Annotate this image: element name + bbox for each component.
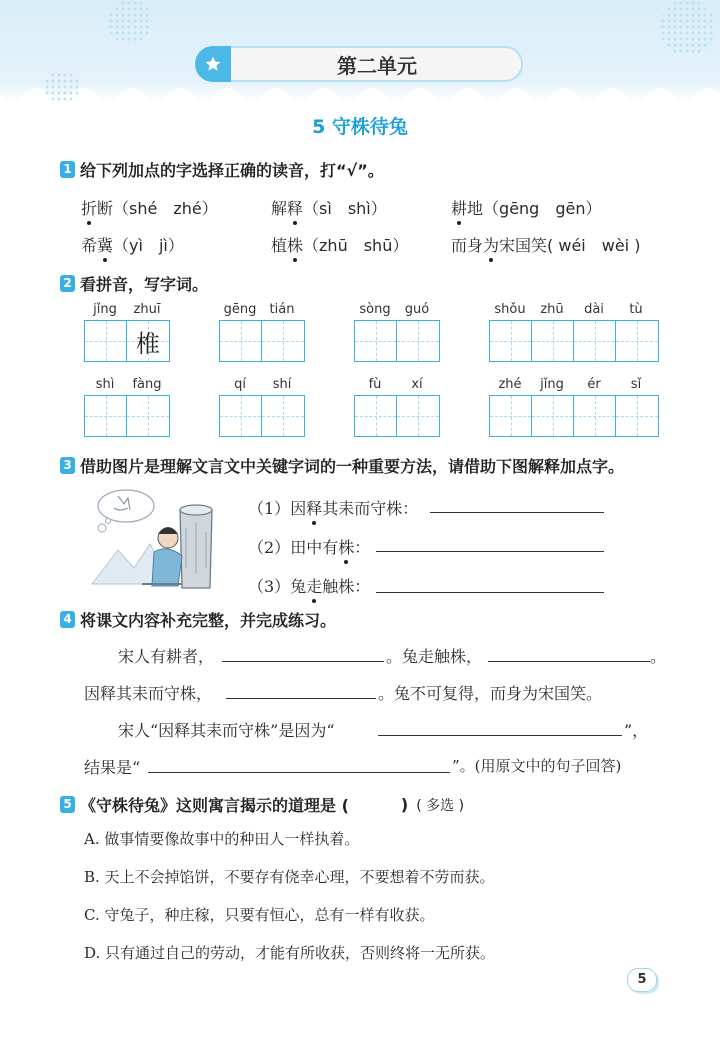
pinyin-label: zhū [540,302,564,317]
pinyin-label: ér [587,377,601,392]
q3-item: （2）田中有株： [248,535,370,558]
question-1-heading [60,158,384,181]
char-cell[interactable] [532,321,574,361]
char-cell[interactable] [355,396,397,436]
question-instruction: 《守株待兔》这则寓言揭示的道理是 ( [80,796,349,815]
pinyin-label: jǐng [93,302,117,317]
char-cell[interactable] [574,396,616,436]
writing-grid [219,320,305,362]
char-cell[interactable] [616,321,658,361]
char-cell[interactable] [397,321,439,361]
char-cell[interactable] [262,321,304,361]
q4-text: 。 [650,647,667,666]
q4-text: 。兔不可复得，而身为宋国笑。 [378,684,603,703]
answer-line[interactable] [430,512,604,513]
pinyin-label: tián [269,302,295,317]
q1-item: 解释（sì shì） [271,196,387,219]
char-cell[interactable] [220,396,262,436]
option-b[interactable]: B. 天上不会掉馅饼，不要存有侥幸心理，不要想着不劳而获。 [84,868,495,886]
char-cell[interactable] [220,321,262,361]
pinyin-label: zhé [498,377,522,392]
answer-line[interactable] [226,698,376,699]
question-number: 4 [60,611,75,628]
pinyin-label: xí [411,377,423,392]
q3-item: （1）因释其耒而守株： [248,496,418,519]
char-cell[interactable] [85,321,127,361]
page-number: 5 [627,968,657,992]
question-number: 3 [60,457,75,474]
pinyin-choice[interactable]: （shé zhé） [113,199,218,218]
char-cell[interactable] [616,396,658,436]
option-c[interactable]: C. 守兔子，种庄稼，只要有恒心，总有一样有收获。 [84,906,435,924]
char-cell[interactable] [490,321,532,361]
q3-item: （3）兔走触株： [248,574,370,597]
pinyin-label: shì [95,377,115,392]
q4-text: 宋人“因释其耒而守株”是因为“ [118,721,335,740]
pinyin-label: shǒu [494,302,526,317]
writing-grid [489,320,659,362]
answer-line[interactable] [148,772,450,773]
question-number: 5 [60,796,75,813]
answer-line[interactable] [488,661,650,662]
pinyin-label: fù [368,377,382,392]
q1-item: 折断（shé zhé） [81,196,218,219]
option-d[interactable]: D. 只有通过自己的劳动，才能有所收获，否则终将一无所获。 [84,944,496,962]
question-5-heading [60,793,464,816]
q1-item: 希冀（yì jì） [81,233,184,256]
q1-item: 而身为宋国笑( wéi wèi ) [451,233,640,256]
writing-grid [219,395,305,437]
pinyin-label: sǐ [630,377,642,392]
question-instruction: 给下列加点的字选择正确的读音，打“√”。 [80,161,384,180]
char-cell[interactable] [262,396,304,436]
pinyin-label: dài [584,302,604,317]
wave-decoration [0,86,720,110]
writing-grid [489,395,659,437]
question-number: 1 [60,161,75,178]
char-cell[interactable] [127,396,169,436]
pinyin-label: jǐng [540,377,564,392]
pinyin-label: gēng [223,302,257,317]
pinyin-choice[interactable]: （yì jì） [113,236,184,255]
multi-select-hint: ( 多选 ) [416,797,465,814]
pinyin-choice[interactable]: （gēng gēn） [483,199,602,218]
question-3-heading [60,454,624,477]
pinyin-choice[interactable]: ( wéi wèi ) [547,236,641,255]
question-number: 2 [60,275,75,292]
question-instruction: 看拼音，写字词。 [80,275,209,294]
illustration-farmer-waiting-by-stump [88,488,228,596]
writing-grid [84,320,170,362]
unit-title-pill [195,46,523,82]
q4-text: 宋人有耕者， [118,647,215,666]
char-cell[interactable] [532,396,574,436]
pinyin-label: shí [272,377,292,392]
q4-text: 结果是“ [84,758,141,777]
question-2-heading [60,272,208,295]
q1-item: 植株（zhū shū） [271,233,408,256]
answer-line[interactable] [376,592,604,593]
pinyin-label: qí [234,377,246,392]
char-cell[interactable] [397,396,439,436]
answer-line[interactable] [222,661,384,662]
star-icon [195,46,231,82]
question-4-heading [60,608,336,631]
q1-item: 耕地（gēng gēn） [451,196,601,219]
unit-title: 第二单元 [337,53,417,78]
question-instruction: 借助图片是理解文言文中关键字词的一种重要方法，请借助下图解释加点字。 [80,457,625,476]
question-instruction-end: ) [400,795,409,814]
char-cell[interactable] [85,396,127,436]
pinyin-label: tù [629,302,643,317]
writing-grid [354,395,440,437]
dot-pattern [108,0,152,44]
writing-grid [354,320,440,362]
q4-text: ”。(用原文中的句子回答) [452,757,622,775]
char-cell[interactable] [574,321,616,361]
q4-text: 。兔走触株， [386,647,483,666]
dot-pattern [44,72,80,102]
pinyin-choice[interactable]: （sì shì） [303,199,387,218]
pinyin-label: zhuī [133,302,161,317]
answer-line[interactable] [376,551,604,552]
pinyin-label: guó [404,302,430,317]
answer-line[interactable] [378,735,622,736]
question-instruction: 将课文内容补充完整，并完成练习。 [80,611,337,630]
option-a[interactable]: A. 做事情要像故事中的种田人一样执着。 [84,830,360,848]
char-cell[interactable] [355,321,397,361]
char-cell[interactable] [490,396,532,436]
pinyin-choice[interactable]: （zhū shū） [303,236,409,255]
pinyin-label: sòng [359,302,391,317]
q4-text: 因释其耒而守株， [84,684,213,703]
q4-text: ”， [624,721,649,740]
lesson-title: 5 守株待兔 [312,116,408,138]
writing-grid [84,395,170,437]
dot-pattern [660,0,716,56]
char-cell[interactable]: 椎 [127,321,169,361]
pinyin-label: fàng [132,377,162,392]
